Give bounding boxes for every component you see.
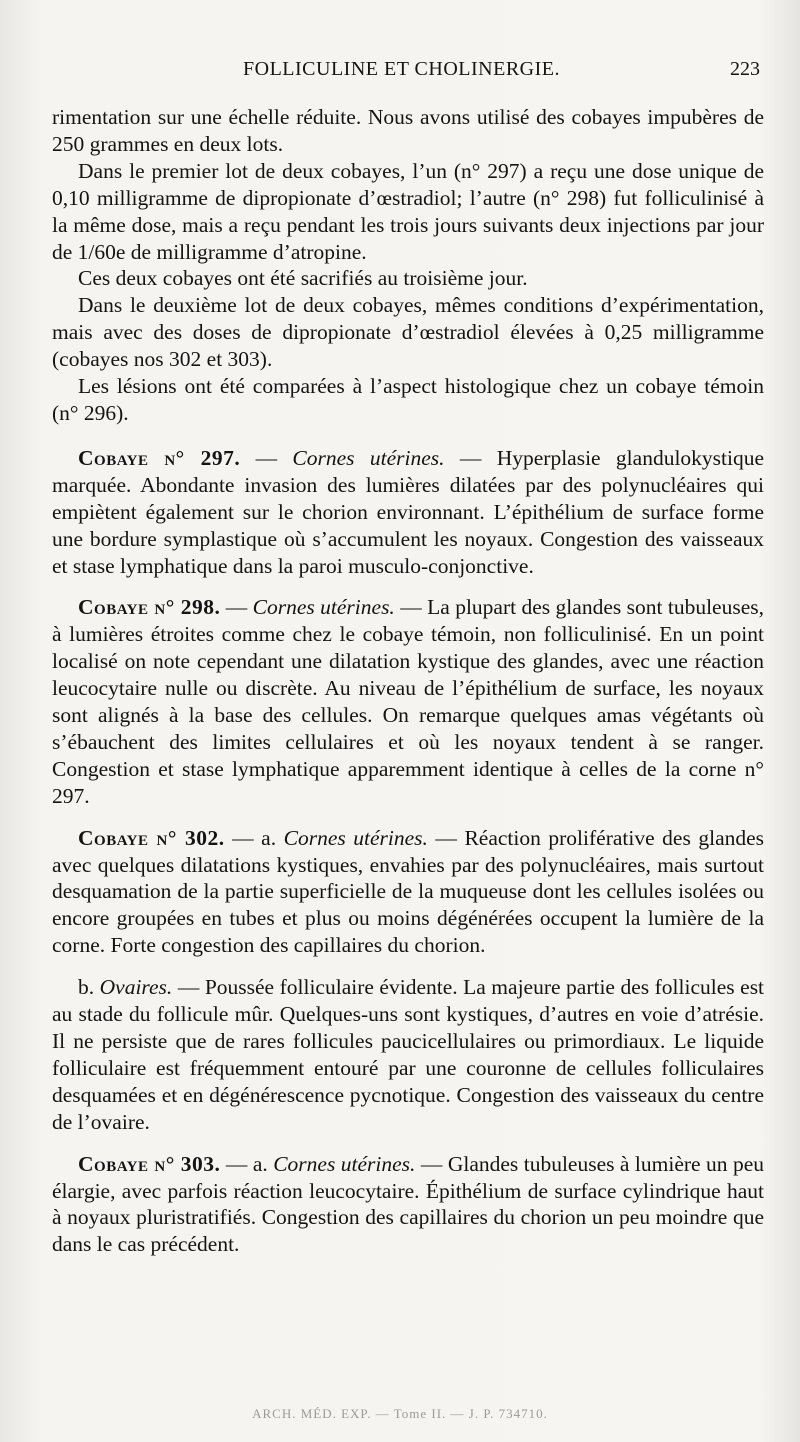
entry-cobaye-298 bbox=[52, 594, 764, 809]
dash: — bbox=[459, 445, 482, 470]
entry-cobaye-302 bbox=[52, 825, 764, 960]
body-text bbox=[52, 104, 764, 1258]
entry-label: Cobaye n° 297. bbox=[78, 445, 241, 470]
entry-heading: Ovaires. bbox=[99, 975, 173, 1000]
entry-text: Hyperplasie glandulokystique marquée. Abondante invasion des lumières dilatées par des polynucléaires qui empiètent également sur le chorion environnant. L’épithélium de surface forme une bordure symplastique où s’accumulent les noyaux. Congestion des vaisseaux et stase lymphatique dans la paroi musculo-conjonctive. bbox=[52, 445, 765, 578]
entry-cobaye-297 bbox=[52, 445, 764, 580]
entry-heading: Cornes utérines. bbox=[292, 445, 445, 470]
dash: — bbox=[400, 595, 422, 620]
running-title: FOLLICULINE ET CHOLINERGIE. bbox=[243, 58, 560, 80]
entry-label: Cobaye n° 303. bbox=[78, 1151, 221, 1176]
entry-cobaye-302-ovaires bbox=[52, 974, 764, 1135]
entry-heading: Cornes utérines. bbox=[252, 595, 395, 620]
entry-text: La plupart des glandes sont tubuleuses, à lumières étroites comme chez le cobaye témoin, non folliculinisé. En un point localisé on note cependant une dilatation kystique des glandes, avec une réaction leucocytaire nulle ou discrète. Au niveau de l’épithélium de surface, les noyaux sont alignés à la base des cellules. On remarque quelques amas végétants où s’ébauchent des limites cellulaires et où les noyaux tendent à se ranger. Congestion et stase lymphatique apparemment identique à celles de la corne n° 297. bbox=[52, 595, 765, 808]
entry-marker: a. bbox=[261, 825, 277, 850]
paragraph: Dans le premier lot de deux cobayes, l’un (n° 297) a reçu une dose unique de 0,10 milligramme de dipropionate d’œstradiol; l’autre (n° 298) fut folliculinisé à la même dose, mais a reçu pendant les trois jours suivants deux injections par jour de 1/60e de milligramme d’atropine. bbox=[52, 158, 764, 264]
paragraph: Ces deux cobayes ont été sacrifiés au troisième jour. bbox=[78, 266, 528, 291]
entry-label: Cobaye n° 298. bbox=[78, 595, 221, 620]
dash: — bbox=[420, 1151, 443, 1176]
paragraph: Dans le deuxième lot de deux cobayes, mêmes conditions d’expérimentation, mais avec des doses de dipropionate d’œstradiol élevées à 0,25 milligramme (cobayes nos 302 et 303). bbox=[52, 293, 764, 372]
dash: — bbox=[225, 1151, 248, 1176]
page-number: 223 bbox=[730, 58, 760, 80]
dash: — bbox=[225, 595, 248, 620]
dash: — bbox=[435, 825, 457, 850]
entry-cobaye-303 bbox=[52, 1151, 764, 1259]
dash: — bbox=[232, 825, 254, 850]
entry-heading: Cornes utérines. bbox=[273, 1151, 416, 1176]
dash: — bbox=[177, 975, 200, 1000]
entry-marker: b. bbox=[78, 975, 95, 1000]
entry-text: Poussée folliculaire évidente. La majeure partie des follicules est au stade du follicule mûr. Quelques-uns sont kystiques, d’autres en voie d’atrésie. Il ne persiste que de rares follicules paucicellulaires ou primordiaux. Le liquide folliculaire est fréquemment entouré par une couronne de cellules folliculaires desquamées et en dégénérescence pycnotique. Congestion des vaisseaux du centre de l’ovaire. bbox=[52, 975, 765, 1134]
printer-signature: ARCH. MÉD. EXP. — Tome II. — J. P. 734710. bbox=[252, 1406, 548, 1421]
entry-text: Réaction proliférative des glandes avec quelques dilatations kystiques, envahies par des polynucléaires, mais surtout desquamation de la partie superficielle de la muqueuse dont les cellules isolées ou encore groupées en tubes et plus ou moins dégénérées occupent la lumière de la corne. Forte congestion des capillaires du chorion. bbox=[52, 825, 765, 958]
entry-text: Glandes tubuleuses à lumière un peu élargie, avec parfois réaction leucocytaire. Épithélium de surface cylindrique haut à noyaux pluristratifiés. Congestion des capillaires du chorion un peu moindre que dans le cas précédent. bbox=[52, 1151, 765, 1257]
paragraph: rimentation sur une échelle réduite. Nous avons utilisé des cobayes impubères de 250 grammes en deux lots. bbox=[52, 105, 764, 156]
entry-marker: a. bbox=[252, 1151, 268, 1176]
entry-label: Cobaye n° 302. bbox=[78, 825, 225, 850]
running-head bbox=[0, 58, 800, 88]
entry-heading: Cornes utérines. bbox=[283, 825, 428, 850]
paragraph: Les lésions ont été comparées à l’aspect histologique chez un cobaye témoin (n° 296). bbox=[52, 374, 764, 425]
dash: — bbox=[255, 445, 278, 470]
